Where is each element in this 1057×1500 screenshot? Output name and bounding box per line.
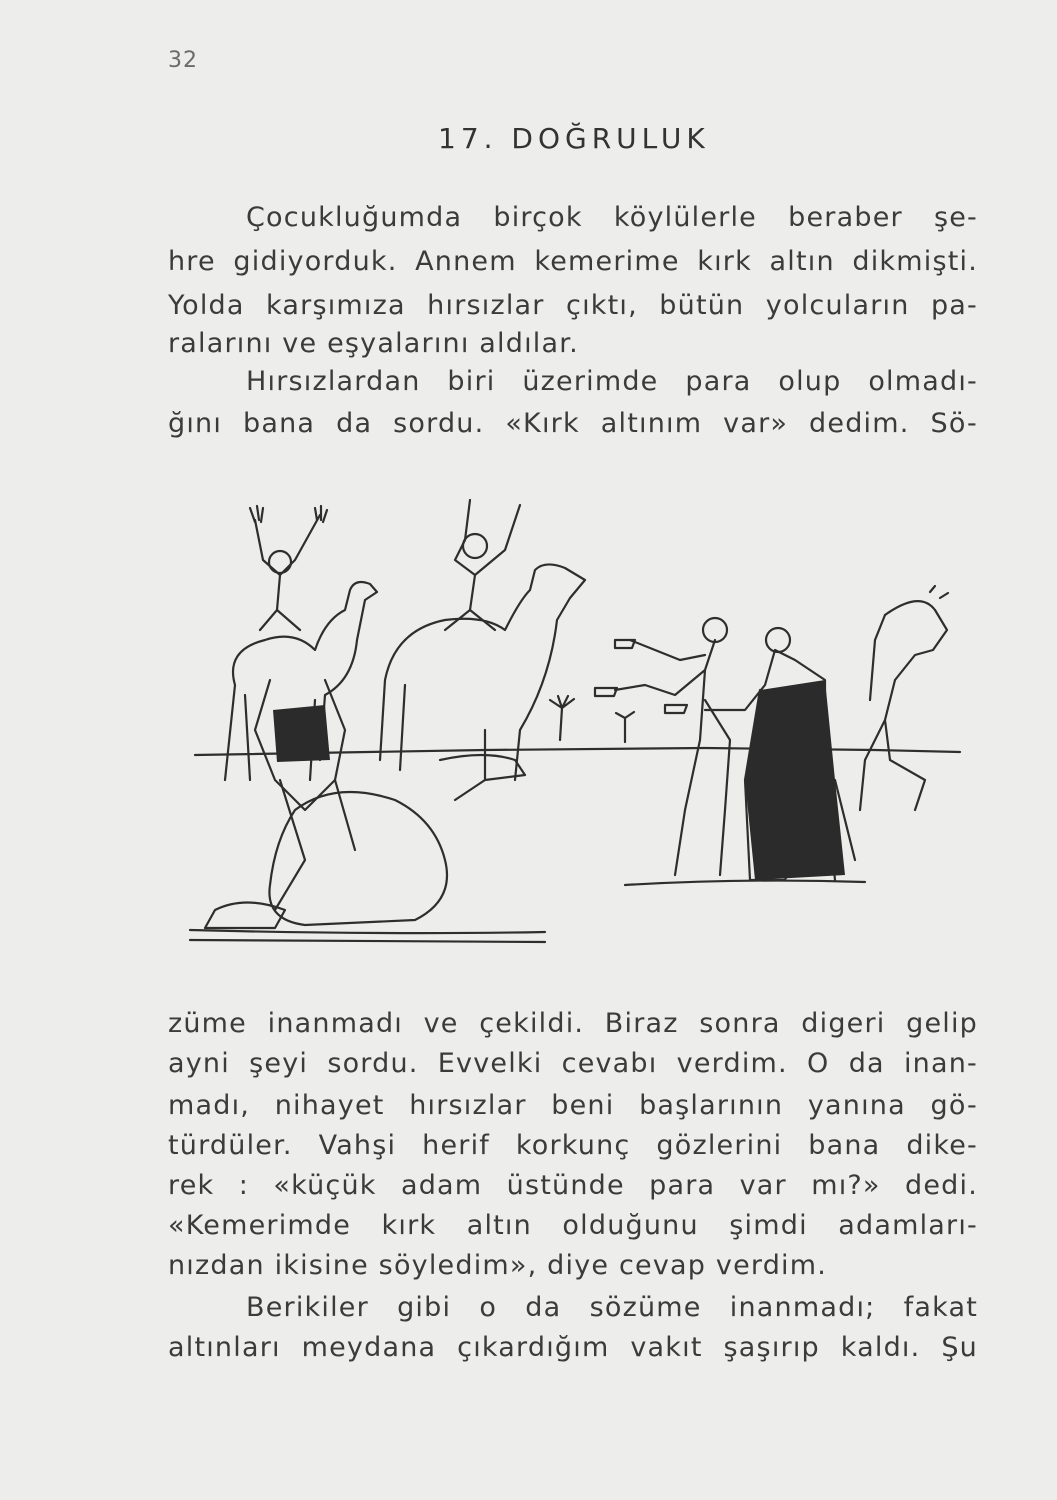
page-number: 32 [168, 48, 198, 73]
text-line: ğını bana da sordu. «Kırk altınım var» dedim. Sö- [168, 408, 978, 439]
text-line: rek : «küçük adam üstünde para var mı?» dedi. [168, 1170, 978, 1201]
text-line: hre gidiyorduk. Annem kemerime kırk altın dikmişti. [168, 246, 978, 277]
text-line: madı, nihayet hırsızlar beni başlarının yanına gö- [168, 1090, 978, 1121]
text-line: Berikiler gibi o da sözüme inanmadı; fakat [246, 1292, 978, 1323]
text-line: Yolda karşımıza hırsızlar çıktı, bütün yolcuların pa- [168, 290, 978, 321]
text-line: züme inanmadı ve çekildi. Biraz sonra digeri gelip [168, 1008, 978, 1039]
text-line: ayni şeyi sordu. Evvelki cevabı verdim. O da inan- [168, 1048, 978, 1079]
text-line: nızdan ikisine söyledim», diye cevap verdim. [168, 1250, 828, 1281]
text-line: Çocukluğumda birçok köylülerle beraber şe- [246, 202, 978, 233]
text-line: türdüler. Vahşi herif korkunç gözlerini bana dike- [168, 1130, 978, 1161]
text-line: ralarını ve eşyalarını aldılar. [168, 328, 579, 359]
robbers-illustration [185, 480, 970, 960]
chapter-title: 17. DOĞRULUK [438, 122, 710, 155]
text-line: Hırsızlardan biri üzerimde para olup olmadı- [246, 366, 978, 397]
text-line: «Kemerimde kırk altın olduğunu şimdi adamları- [168, 1210, 978, 1241]
text-line: altınları meydana çıkardığım vakıt şaşırıp kaldı. Şu [168, 1332, 978, 1363]
